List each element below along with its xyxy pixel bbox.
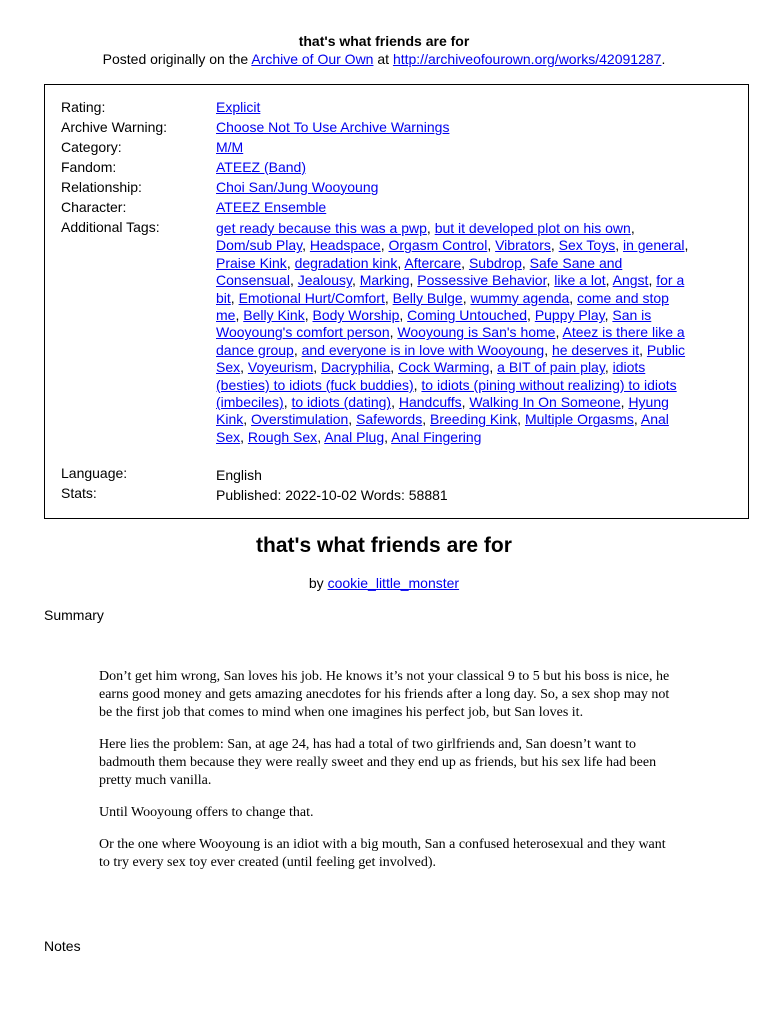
tag-separator: , xyxy=(461,394,470,411)
tag-separator: , xyxy=(380,237,389,254)
tag-separator: , xyxy=(546,272,555,289)
tag-link[interactable]: Angst xyxy=(612,272,649,289)
tag-separator: , xyxy=(544,341,552,358)
tag-link[interactable]: Sex Toys xyxy=(558,237,616,254)
fandom-link[interactable]: ATEEZ (Band) xyxy=(216,159,306,175)
tag-link[interactable]: Ateez is there like a dance group xyxy=(216,324,685,358)
posted-mid: at xyxy=(373,51,393,67)
tag-link[interactable]: Anal Fingering xyxy=(391,428,482,445)
tag-separator: , xyxy=(521,254,530,271)
category-label: Category: xyxy=(61,139,122,155)
tag-link[interactable]: wummy agenda xyxy=(470,289,570,306)
summary-heading: Summary xyxy=(44,607,104,623)
tag-separator: , xyxy=(413,376,422,393)
tag-separator: , xyxy=(348,411,357,428)
tag-separator: , xyxy=(240,359,248,376)
character-link[interactable]: ATEEZ Ensemble xyxy=(216,199,327,215)
tag-separator: , xyxy=(399,307,408,324)
tag-link[interactable]: and everyone is in love with Wooyoung xyxy=(301,341,545,358)
additional-tags-list xyxy=(216,220,694,446)
tag-separator: , xyxy=(283,394,292,411)
language-value: English xyxy=(216,467,262,483)
tag-separator: , xyxy=(461,254,469,271)
tag-link[interactable]: Multiple Orgasms xyxy=(524,411,634,428)
author-link[interactable]: cookie_little_monster xyxy=(327,575,460,591)
tag-link[interactable]: Cock Warming xyxy=(398,359,490,376)
tag-link[interactable]: Vibrators xyxy=(495,237,551,254)
summary-paragraph: Here lies the problem: San, at age 24, has had a total of two girlfriends and, San doesn’t want to badmouth them because they were really sweet and they end up as friends, but his sex life had been pretty much vanilla. xyxy=(99,737,657,788)
tag-separator: , xyxy=(604,359,613,376)
tag-link[interactable]: like a lot xyxy=(554,272,606,289)
tag-separator: , xyxy=(409,272,418,289)
work-metadata-box xyxy=(44,84,749,519)
work-url-link[interactable]: http://archiveofourown.org/works/42091287 xyxy=(392,51,662,67)
tag-separator: , xyxy=(639,341,647,358)
tag-separator: , xyxy=(517,411,525,428)
posted-suffix: . xyxy=(661,51,666,67)
character-label: Character: xyxy=(61,199,127,215)
tag-separator: , xyxy=(489,359,498,376)
tag-link[interactable]: Handcuffs xyxy=(398,394,462,411)
tag-separator: , xyxy=(304,307,313,324)
tag-link[interactable]: Dom/sub Play xyxy=(216,237,303,254)
tag-link[interactable]: Voyeurism xyxy=(247,359,314,376)
tag-separator: , xyxy=(317,428,325,445)
tag-link[interactable]: to idiots (dating) xyxy=(291,394,392,411)
work-title: that's what friends are for xyxy=(256,534,512,557)
tag-link[interactable]: come and stop me xyxy=(216,289,669,324)
tag-separator: , xyxy=(426,220,435,236)
rating-label: Rating: xyxy=(61,99,106,115)
warning-label: Archive Warning: xyxy=(61,119,168,135)
tag-link[interactable]: but it developed plot on his own xyxy=(434,220,631,236)
tag-separator: , xyxy=(384,289,393,306)
tag-separator: , xyxy=(487,237,496,254)
tag-link[interactable]: Headspace xyxy=(309,237,381,254)
tag-separator: , xyxy=(390,359,399,376)
tag-separator: , xyxy=(293,341,302,358)
tag-link[interactable]: get ready because this was a pwp xyxy=(216,220,427,236)
tag-link[interactable]: Rough Sex xyxy=(247,428,318,445)
summary-paragraph: Until Wooyoung offers to change that. xyxy=(99,805,314,820)
summary-paragraph: Or the one where Wooyoung is an idiot with a big mouth, San a confused heterosexual and they want to try every sex toy ever created (until feeling get involved). xyxy=(99,837,666,870)
tag-link[interactable]: Wooyoung is San's home xyxy=(397,324,556,341)
stats-label: Stats: xyxy=(61,485,97,501)
tag-link[interactable]: Marking xyxy=(359,272,410,289)
tag-link[interactable]: Walking In On Someone xyxy=(469,394,621,411)
tag-link[interactable]: Hyung Kink xyxy=(216,394,669,428)
relationship-label: Relationship: xyxy=(61,179,142,195)
tag-separator: , xyxy=(569,289,578,306)
tag-separator: , xyxy=(630,220,635,236)
tag-link[interactable]: Belly Kink xyxy=(243,307,305,324)
tag-link[interactable]: Public Sex xyxy=(216,341,686,376)
tag-link[interactable]: Puppy Play xyxy=(534,307,605,324)
tag-link[interactable]: he deserves it xyxy=(551,341,640,358)
tag-link[interactable]: Orgasm Control xyxy=(388,237,488,254)
tag-separator: , xyxy=(289,272,298,289)
posted-originally-line xyxy=(0,50,768,68)
tag-link[interactable]: Anal Sex xyxy=(216,411,669,445)
tag-link[interactable]: San is Wooyoung's comfort person xyxy=(216,307,652,341)
tag-link[interactable]: Coming Untouched xyxy=(407,307,528,324)
tag-separator: , xyxy=(391,394,399,411)
tag-separator: , xyxy=(384,428,392,445)
summary-text xyxy=(99,668,674,886)
tag-link[interactable]: for a bit xyxy=(216,272,685,306)
summary-paragraph: Don’t get him wrong, San loves his job. He knows it’s not your classical 9 to 5 but his boss is nice, he earns good money and gets amazing anecdotes for his friends after a long day. So, a sex shop may not be the first job that comes to mind when one imagines his perfect job, but San loves it. xyxy=(99,669,670,720)
tag-separator: , xyxy=(397,254,405,271)
archive-link[interactable]: Archive of Our Own xyxy=(251,51,374,67)
byline-prefix: by xyxy=(308,575,328,591)
tag-separator: , xyxy=(286,254,295,271)
tag-separator: , xyxy=(462,289,471,306)
tag-link[interactable]: in general xyxy=(622,237,685,254)
tag-separator: , xyxy=(240,428,248,445)
tag-link[interactable]: Possessive Behavior xyxy=(417,272,547,289)
tag-link[interactable]: Emotional Hurt/Comfort xyxy=(238,289,385,306)
byline xyxy=(0,574,768,592)
tag-separator: , xyxy=(422,411,430,428)
relationship-link[interactable]: Choi San/Jung Wooyoung xyxy=(216,179,379,195)
tag-link[interactable]: degradation kink xyxy=(294,254,398,271)
tag-link[interactable]: Safe Sane and Consensual xyxy=(216,254,623,289)
tag-separator: , xyxy=(684,237,689,254)
tag-separator: , xyxy=(633,411,641,428)
tag-separator: , xyxy=(550,237,559,254)
tag-separator: , xyxy=(648,272,657,289)
tag-link[interactable]: Dacryphilia xyxy=(321,359,391,376)
tag-separator: , xyxy=(555,324,563,341)
tag-link[interactable]: Belly Bulge xyxy=(392,289,463,306)
document-header-title: that's what friends are for xyxy=(298,33,470,49)
tag-separator: , xyxy=(243,411,252,428)
tag-link[interactable]: Overstimulation xyxy=(251,411,349,428)
posted-prefix: Posted originally on the xyxy=(102,51,252,67)
tag-separator: , xyxy=(604,307,613,324)
tag-link[interactable]: Aftercare xyxy=(404,254,462,271)
tag-separator: , xyxy=(527,307,535,324)
tag-separator: , xyxy=(620,394,629,411)
tag-link[interactable]: Body Worship xyxy=(312,307,400,324)
notes-heading: Notes xyxy=(44,938,81,954)
tag-separator: , xyxy=(302,237,310,254)
tag-link[interactable]: to idiots (pining without realizing) to idiots (imbeciles) xyxy=(216,376,677,411)
tag-separator: , xyxy=(615,237,623,254)
warning-link[interactable]: Choose Not To Use Archive Warnings xyxy=(216,119,450,135)
tag-link[interactable]: idiots (besties) to idiots (fuck buddies) xyxy=(216,359,646,393)
tag-link[interactable]: Jealousy xyxy=(297,272,352,289)
tags-label: Additional Tags: xyxy=(61,219,160,235)
tag-separator: , xyxy=(389,324,398,341)
tag-separator: , xyxy=(351,272,360,289)
stats-value: Published: 2022-10-02 Words: 58881 xyxy=(216,487,448,503)
tag-link[interactable]: Praise Kink xyxy=(216,254,287,271)
tag-separator: , xyxy=(235,307,244,324)
tag-separator: , xyxy=(313,359,322,376)
language-label: Language: xyxy=(61,465,128,481)
tag-separator: , xyxy=(230,289,239,306)
category-link[interactable]: M/M xyxy=(216,139,244,155)
tag-link[interactable]: Breeding Kink xyxy=(430,411,518,428)
tag-link[interactable]: Subdrop xyxy=(468,254,522,271)
rating-link[interactable]: Explicit xyxy=(216,99,261,115)
tag-link[interactable]: Anal Plug xyxy=(324,428,385,445)
tag-link[interactable]: a BIT of pain play xyxy=(497,359,605,376)
fandom-label: Fandom: xyxy=(61,159,117,175)
tag-link[interactable]: Safewords xyxy=(356,411,423,428)
tag-separator: , xyxy=(605,272,613,289)
